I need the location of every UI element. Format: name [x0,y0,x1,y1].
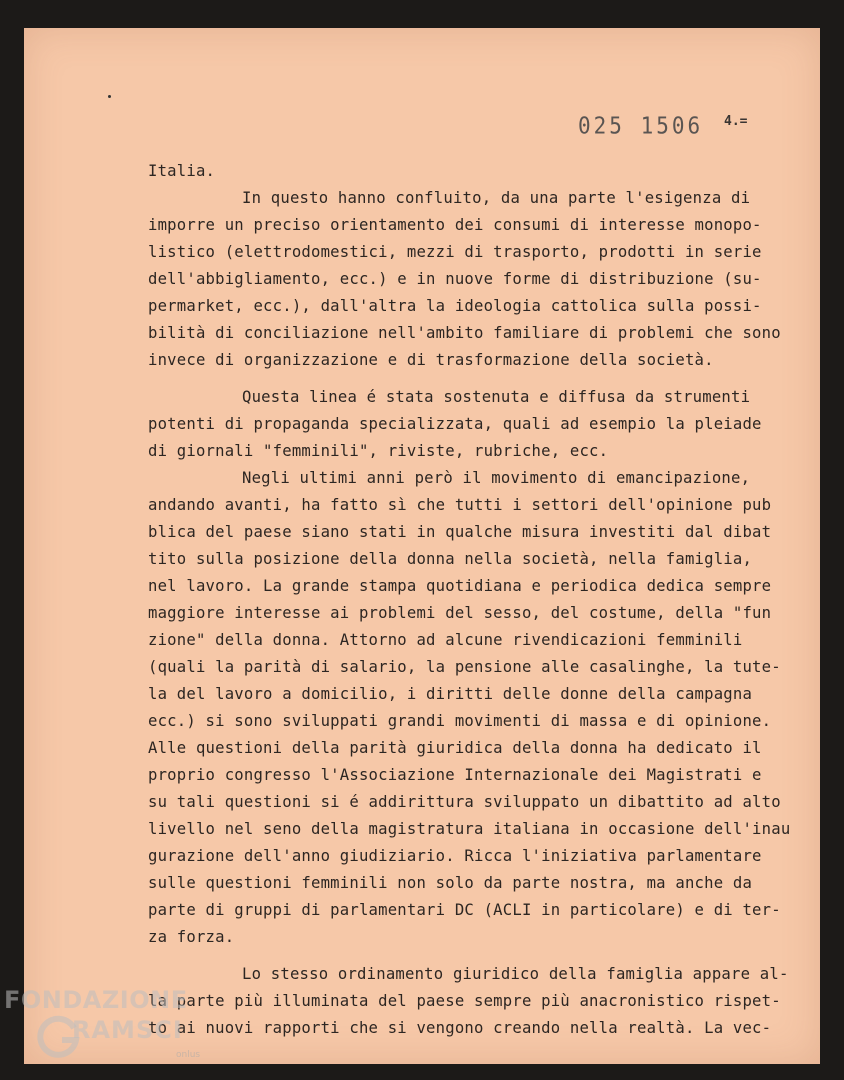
watermark-line-2: RAMSCI [72,1016,183,1044]
text-line: dell'abbigliamento, ecc.) e in nuove forme di distribuzione (su- [148,270,762,288]
text-line: potenti di propaganda specializzata, quali ad esempio la pleiade [148,415,762,433]
ink-dot [108,95,111,98]
text-line: to ai nuovi rapporti che si vengono creando nella realtà. La vec- [148,1019,772,1037]
typed-text-body [148,158,808,1042]
text-line: blica del paese siano stati in qualche misura investiti dal dibat [148,523,772,541]
text-line: di giornali "femminili", riviste, rubriche, ecc. [148,442,609,460]
text-line: andando avanti, ha fatto sì che tutti i settori dell'opinione pub [148,496,772,514]
text-line: Lo stesso ordinamento giuridico della famiglia appare al- [242,965,789,983]
page-number: 4.= [724,114,748,129]
text-line: bilità di conciliazione nell'ambito familiare di problemi che sono [148,324,781,342]
text-line: (quali la parità di salario, la pensione alle casalinghe, la tute- [148,658,781,676]
text-line: parte di gruppi di parlamentari DC (ACLI in particolare) e di ter- [148,901,781,919]
text-line: imporre un preciso orientamento dei consumi di interesse monopo- [148,216,762,234]
text-line: nel lavoro. La grande stampa quotidiana e periodica dedica sempre [148,577,772,595]
text-line: zione" della donna. Attorno ad alcune rivendicazioni femminili [148,631,743,649]
text-line: listico (elettrodomestici, mezzi di trasporto, prodotti in serie [148,243,762,261]
text-line: ecc.) si sono sviluppati grandi movimenti di massa e di opinione. [148,712,772,730]
fondazione-gramsci-watermark [0,986,220,1080]
text-line: su tali questioni si é addirittura sviluppato un dibattito ad alto [148,793,781,811]
text-line: tito sulla posizione della donna nella società, nella famiglia, [148,550,753,568]
text-line: In questo hanno confluito, da una parte l'esigenza di [242,189,751,207]
text-line: gurazione dell'anno giudiziario. Ricca l'iniziativa parlamentare [148,847,762,865]
text-line: permarket, ecc.), dall'altra la ideologia cattolica sulla possi- [148,297,762,315]
text-line: la del lavoro a domicilio, i diritti delle donne della campagna [148,685,753,703]
watermark-line-1: FONDAZIONE [4,986,188,1014]
text-line: invece di organizzazione e di trasformazione della società. [148,351,714,369]
text-line: za forza. [148,928,235,946]
text-line: proprio congresso l'Associazione Internazionale dei Magistrati e [148,766,762,784]
archive-stamp-number: 025 1506 [578,113,704,139]
text-line: Negli ultimi anni però il movimento di emancipazione, [242,469,751,487]
text-line: la parte più illuminata del paese sempre più anacronistico rispet- [148,992,781,1010]
watermark-line-3: onlus [176,1050,201,1060]
text-line: livello nel seno della magistratura italiana in occasione dell'inau [148,820,791,838]
document-page [24,28,820,1064]
text-line: Alle questioni della parità giuridica della donna ha dedicato il [148,739,762,757]
text-line: maggiore interesse ai problemi del sesso, del costume, della "fun [148,604,772,622]
text-line: Questa linea é stata sostenuta e diffusa da strumenti [242,388,751,406]
text-line: sulle questioni femminili non solo da parte nostra, ma anche da [148,874,753,892]
text-line: Italia. [148,162,216,180]
